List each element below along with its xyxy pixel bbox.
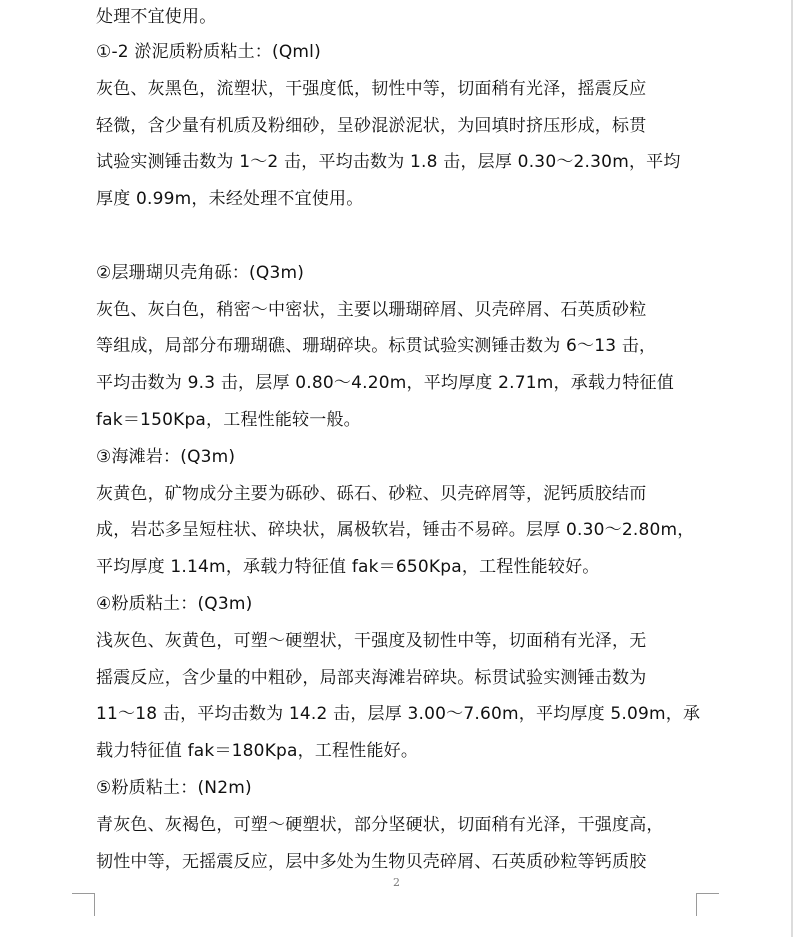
paragraph-line: 摇震反应，含少量的中粗砂，局部夹海滩岩碎块。标贯试验实测锤击数为 — [96, 667, 647, 688]
paragraph-line: 等组成，局部分布珊瑚礁、珊瑚碎块。标贯试验实测锤击数为 6～13 击， — [96, 336, 657, 357]
layer-heading: ④粉质粘土：(Q3m) — [96, 593, 253, 614]
paragraph-line: 处理不宜使用。 — [96, 7, 217, 27]
paragraph-line: 平均厚度 1.14m，承载力特征值 fak＝650Kpa，工程性能较好。 — [96, 557, 600, 578]
paragraph-line: 试验实测锤击数为 1～2 击，平均击数为 1.8 击，层厚 0.30～2.30m，平均 — [96, 152, 681, 173]
layer-heading: ⑤粉质粘土：(N2m) — [96, 777, 252, 798]
paragraph-line: 成，岩芯多呈短柱状、碎块状，属极软岩，锤击不易碎。层厚 0.30～2.80m， — [96, 520, 695, 541]
blank-line — [96, 218, 696, 255]
paragraph-line: 灰色、灰白色，稍密～中密状，主要以珊瑚碎屑、贝壳碎屑、石英质砂粒 — [96, 299, 647, 320]
bottom-right-crop-mark — [696, 893, 719, 916]
paragraph-line: 灰黄色，矿物成分主要为砾砂、砾石、砂粒、贝壳碎屑等，泥钙质胶结而 — [96, 483, 647, 504]
paragraph-line: 韧性中等，无摇震反应，层中多处为生物贝壳碎屑、石英质砂粒等钙质胶 — [96, 851, 647, 872]
paragraph-line: 轻微，含少量有机质及粉细砂，呈砂混淤泥状，为回填时挤压形成，标贯 — [96, 115, 647, 136]
page-number: 2 — [393, 876, 400, 889]
bottom-left-crop-mark — [72, 893, 95, 916]
layer-heading: ①-2 淤泥质粉质粘土：(Qml) — [96, 42, 321, 62]
paragraph-line: 灰色、灰黑色，流塑状，干强度低，韧性中等，切面稍有光泽，摇震反应 — [96, 78, 647, 99]
layer-heading: ③海滩岩：(Q3m) — [96, 446, 236, 467]
paragraph-line: 青灰色、灰褐色，可塑～硬塑状，部分坚硬状，切面稍有光泽，干强度高， — [96, 814, 664, 835]
paragraph-line: 浅灰色、灰黄色，可塑～硬塑状，干强度及韧性中等，切面稍有光泽，无 — [96, 630, 647, 651]
paragraph-line: fak＝150Kpa，工程性能较一般。 — [96, 409, 361, 430]
paragraph-line: 平均击数为 9.3 击，层厚 0.80～4.20m，平均厚度 2.71m，承载力特征值 — [96, 373, 674, 394]
document-body — [96, 0, 701, 880]
paragraph-line: 载力特征值 fak＝180Kpa，工程性能好。 — [96, 741, 419, 762]
paragraph-line: 11～18 击，平均击数为 14.2 击，层厚 3.00～7.60m，平均厚度 5.09m，承 — [96, 704, 701, 725]
paragraph-line: 厚度 0.99m，未经处理不宜使用。 — [96, 189, 364, 210]
layer-heading: ②层珊瑚贝壳角砾：(Q3m) — [96, 262, 305, 283]
